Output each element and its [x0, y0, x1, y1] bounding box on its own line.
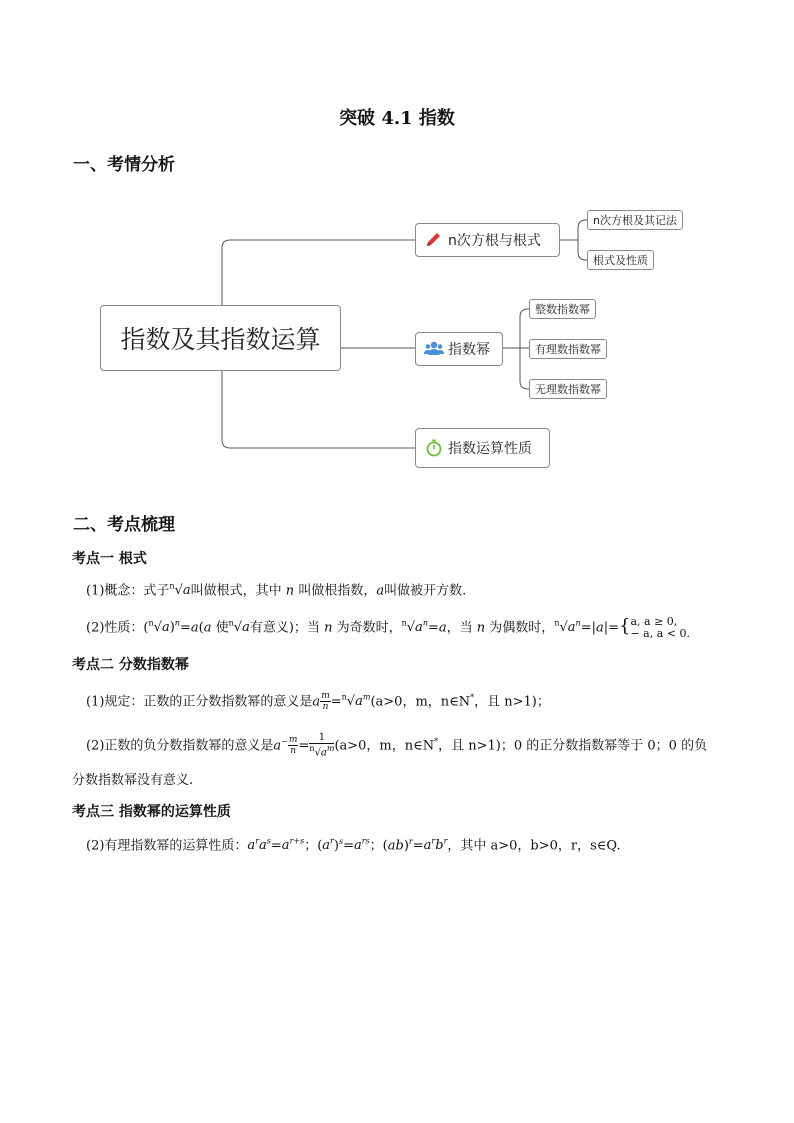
stopwatch-icon — [424, 439, 444, 457]
kp2-paragraph-rule: (1)规定：正数的正分数指数幂的意义是a $\frac{m}{n}$ $=^n√a^m(a>0$，m，n∈N*，且 n>1)； — [86, 691, 550, 713]
kp1-paragraph-property: (2)性质：$(^n√a)^n=a(a$ 使$^n$√a有意义)；当 n 为奇数时，$^n√a^n=a$，当 n 为偶数时，$^n√a^n=|a|=${ a, a ≥ 0, − a, a < 0. — [86, 614, 690, 640]
users-icon — [424, 340, 444, 358]
text: 叫做根指数， — [298, 583, 377, 599]
text: = — [179, 620, 191, 636]
kp2-paragraph-negative: (2)正数的负分数指数幂的意义是a− $\frac{m}{n}$ = $\frac{1}{^n√a^m}$ (a>0，m，n∈N*，且 n>1)；0 的正分数指数幂等于 0；0 的负 — [86, 732, 708, 759]
pencil-icon — [424, 231, 444, 249]
mind-map-connectors — [0, 0, 794, 520]
piecewise-cases — [630, 616, 690, 640]
mindmap-leaf: n次方根及其记法 — [587, 210, 683, 230]
kp2-paragraph-negative-cont: 分数指数幂没有意义. — [72, 773, 194, 788]
text: (a>0，m，n∈N — [334, 738, 435, 754]
mindmap-leaf: 有理数指数幂 — [529, 339, 607, 359]
mindmap-branch-roots — [415, 223, 560, 257]
text: 为偶数时， — [489, 620, 555, 636]
mindmap-leaf: 根式及性质 — [587, 250, 654, 270]
text: ，其中 a>0，b>0，r，s∈Q. — [447, 838, 621, 854]
text: (1)概念：式子 — [86, 583, 170, 599]
kp3-paragraph-properties: (2)有理指数幂的运算性质：$a^ra^s=a^{r+s}$；$(a^r)^s=a^{rs}$；$(ab)^r=a^rb^r$，其中 a>0，b>0，r，s∈Q. — [86, 837, 621, 854]
keypoint-heading: 考点三 指数幂的运算性质 — [72, 804, 231, 820]
text: 为奇数时， — [336, 620, 402, 636]
page-title: 突破 4.1 指数 — [339, 108, 455, 129]
text: (2)有理指数幂的运算性质： — [86, 838, 248, 854]
text: (2)正数的负分数指数幂的意义是 — [86, 738, 274, 754]
fraction: $\frac{1}{^n√a^m}$ — [309, 732, 335, 759]
text: 叫做被开方数. — [384, 583, 467, 599]
mindmap-branch-properties — [415, 428, 550, 468]
text: ，且 n>1)； — [474, 694, 550, 710]
text: (1)规定：正数的正分数指数幂的意义是 — [86, 694, 313, 710]
text: 叫做根式，其中 — [190, 583, 282, 599]
exponent-fraction: $\frac{m}{n}$ — [321, 691, 330, 713]
exponent-fraction: $\frac{m}{n}$ — [288, 735, 298, 757]
mindmap-leaf: 整数指数幂 — [529, 299, 596, 319]
text: ，且 n>1)；0 的正分数指数幂等于 0；0 的负 — [438, 738, 708, 754]
section-heading-analysis: 一、考情分析 — [73, 155, 175, 175]
mindmap-root: 指数及其指数运算 — [100, 305, 341, 371]
radical-expression: $^n√a^n$ — [554, 619, 581, 636]
text: (2)性质：( — [86, 620, 149, 636]
radical-expression: $^n$√a — [228, 619, 250, 636]
text: (a>0，m，n∈N — [370, 694, 471, 710]
text: 有意义)；当 — [249, 620, 320, 636]
mindmap-leaf: 无理数指数幂 — [529, 379, 607, 399]
text: 使 — [215, 620, 229, 636]
radical-expression: $^n$√a)$^n$ — [148, 619, 180, 636]
keypoint-heading: 考点一 根式 — [72, 551, 147, 567]
mindmap-branch-label: 指数幂 — [448, 342, 490, 358]
kp1-paragraph-concept: (1)概念：式子$^n$√a叫做根式，其中 n 叫做根指数，a叫做被开方数. — [86, 582, 467, 599]
mindmap-branch-powers — [415, 332, 503, 366]
radical-expression: $^n$√a — [169, 582, 191, 599]
mindmap-branch-label: 指数运算性质 — [448, 441, 532, 457]
text: − a, a < 0. — [630, 626, 690, 640]
section-heading-points: 二、考点梳理 — [73, 515, 175, 535]
text: a, a ≥ 0, — [630, 614, 678, 628]
radical-expression: $^n√a^n$ — [401, 619, 428, 636]
mindmap-branch-label: n次方根与根式 — [448, 233, 541, 249]
radical-expression: $^n√a^m$ — [341, 693, 371, 710]
keypoint-heading: 考点二 分数指数幂 — [72, 657, 189, 673]
